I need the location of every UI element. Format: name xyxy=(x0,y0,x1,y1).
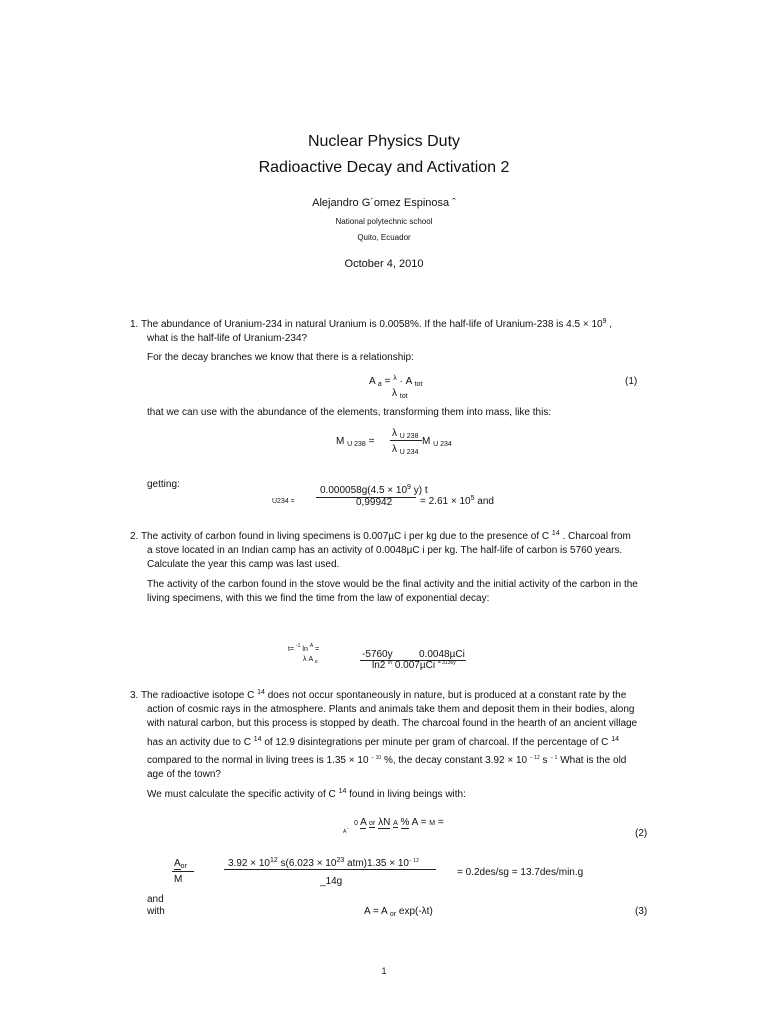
equation-3-denominator: 0,99942 xyxy=(356,497,393,508)
problem2-line2: a stove located in an Indian camp has an activity of 0.0048µC i per kg. The half-life of carbon is 5760 years. xyxy=(147,545,623,556)
equation-1-denominator: λ $_{tot}$ xyxy=(392,388,408,400)
problem2-line1: 2. The activity of carbon found in living specimens is 0.007µC i per kg due to the presence of C $^{14}$ . Charcoal from xyxy=(130,530,631,542)
affiliation: National polytechnic school xyxy=(335,217,433,226)
specific-activity-result: = 0.2des/sg = 13.7des/min.g xyxy=(457,867,584,878)
equation-2-numerator: λ $_{U 238}$ xyxy=(392,428,419,440)
equation-2-number: (2) xyxy=(635,828,648,839)
equation-1-number: (1) xyxy=(625,376,638,387)
problem1-para2: that we can use with the abundance of the elements, transforming them into mass, like this: xyxy=(147,407,552,418)
problem3-line3: with natural carbon, but this process is stopped by death. The charcoal found in the hearth of an ancient village xyxy=(147,718,638,729)
activity-ratio-numerator: $A_{or}$ xyxy=(174,858,187,870)
problem2-para1: The activity of the carbon found in the stove would be the final activity and the initial activity of the carbon in the xyxy=(147,579,638,590)
exponential-decay-equation: A = A $_{or}$ exp(-λt) xyxy=(364,906,433,918)
problem3-line4: has an activity due to C $^{14}$ of 12.9 disintegrations per minute per gram of charcoal. If the percentage of C $^{14}$ xyxy=(147,736,619,748)
author: Alejandro G´omez Espinosa ˆ xyxy=(312,197,456,209)
problem3-para1: We must calculate the specific activity of C $^{14}$ found in living beings with: xyxy=(147,788,466,800)
decay-equation-lhs-denominator: λ A $_o$ xyxy=(303,656,318,665)
equation-2-denominator: λ $_{U 234}$ xyxy=(392,444,419,456)
decay-equation-lhs: t= $^{-1}$ ln $^A$ = xyxy=(288,643,320,653)
problem1-para1: For the decay branches we know that there is a relationship: xyxy=(147,352,414,363)
specific-activity-equation: 0 A or λN A % A = M = xyxy=(354,817,444,828)
decay-equation-denominator: ln2 $^{ln}$ 0.007µCi $^{= 3136y}$ xyxy=(372,660,456,671)
problem2-para2: living specimens, with this we find the time from the law of exponential decay: xyxy=(147,593,490,604)
page-number: 1 xyxy=(381,966,387,976)
equation-3-result: = $2.61 \times 10^5$ and xyxy=(420,495,494,507)
with-label: with xyxy=(147,906,165,917)
specific-activity-numerator: $3.92 \times 10^{12}$ $s(6.023 \times 10^{23}$ $atm)1.35 \times 10^{- 12}$ xyxy=(228,857,419,869)
equation-1: A $_a$ = $^\lambda$ · A $_{tot}$ xyxy=(369,375,423,388)
date: October 4, 2010 xyxy=(344,258,424,270)
equation-3-lhs: U234 = xyxy=(272,498,295,505)
equation-3-number: (3) xyxy=(635,906,648,917)
specific-activity-denominator: _14g xyxy=(320,876,343,887)
and-label: and xyxy=(147,894,164,905)
problem3-line1: 3. The radioactive isotope C $^{14}$ does not occur spontaneously in nature, but is produced at a constant rate by the xyxy=(130,689,627,701)
title-line-1: Nuclear Physics Duty xyxy=(307,133,461,150)
decay-equation-numerator-a: -5760y xyxy=(362,649,393,660)
title-line-2: Radioactive Decay and Activation 2 xyxy=(258,159,510,176)
equation-3-numerator: $0.000058g(4.5 \times 10^9$ y) t xyxy=(320,484,428,496)
activity-ratio-denominator: M xyxy=(174,874,183,885)
decay-equation-numerator-b: 0.0048µCi xyxy=(419,649,465,660)
equation-2-rhs: M $_{U 234}$ xyxy=(422,436,452,448)
activity-ratio-bar xyxy=(172,871,194,872)
equation-2-fraction-bar xyxy=(390,440,422,441)
problem2-line3: Calculate the year this camp was last used. xyxy=(147,559,340,570)
location: Quito, Ecuador xyxy=(357,233,411,242)
problem3-line5: compared to the normal in living trees is 1.35 × 10 $^{- 10}$ %, the decay constant 3.92 × 10 $^{- 12}$ s $^{- 1}$ What is the old xyxy=(147,755,627,766)
problem1-line2: what is the half-life of Uranium-234? xyxy=(147,333,308,344)
problem3-line2: action of cosmic rays in the atmosphere. Plants and animals take them and deposit them in their bodies, along xyxy=(147,704,635,715)
getting-label: getting: xyxy=(147,479,180,490)
specific-activity-subscript: A¯ xyxy=(343,829,350,835)
problem1-line1: 1. The abundance of Uranium-234 in natural Uranium is 0.0058%. If the half-life of Uranium-238 is $4.5 \times 10^9$ , xyxy=(130,318,613,330)
equation-2-lhs: M $_{U 238}$ = xyxy=(336,436,375,448)
problem3-line6: age of the town? xyxy=(147,769,221,780)
specific-activity-fraction-bar xyxy=(224,869,436,870)
